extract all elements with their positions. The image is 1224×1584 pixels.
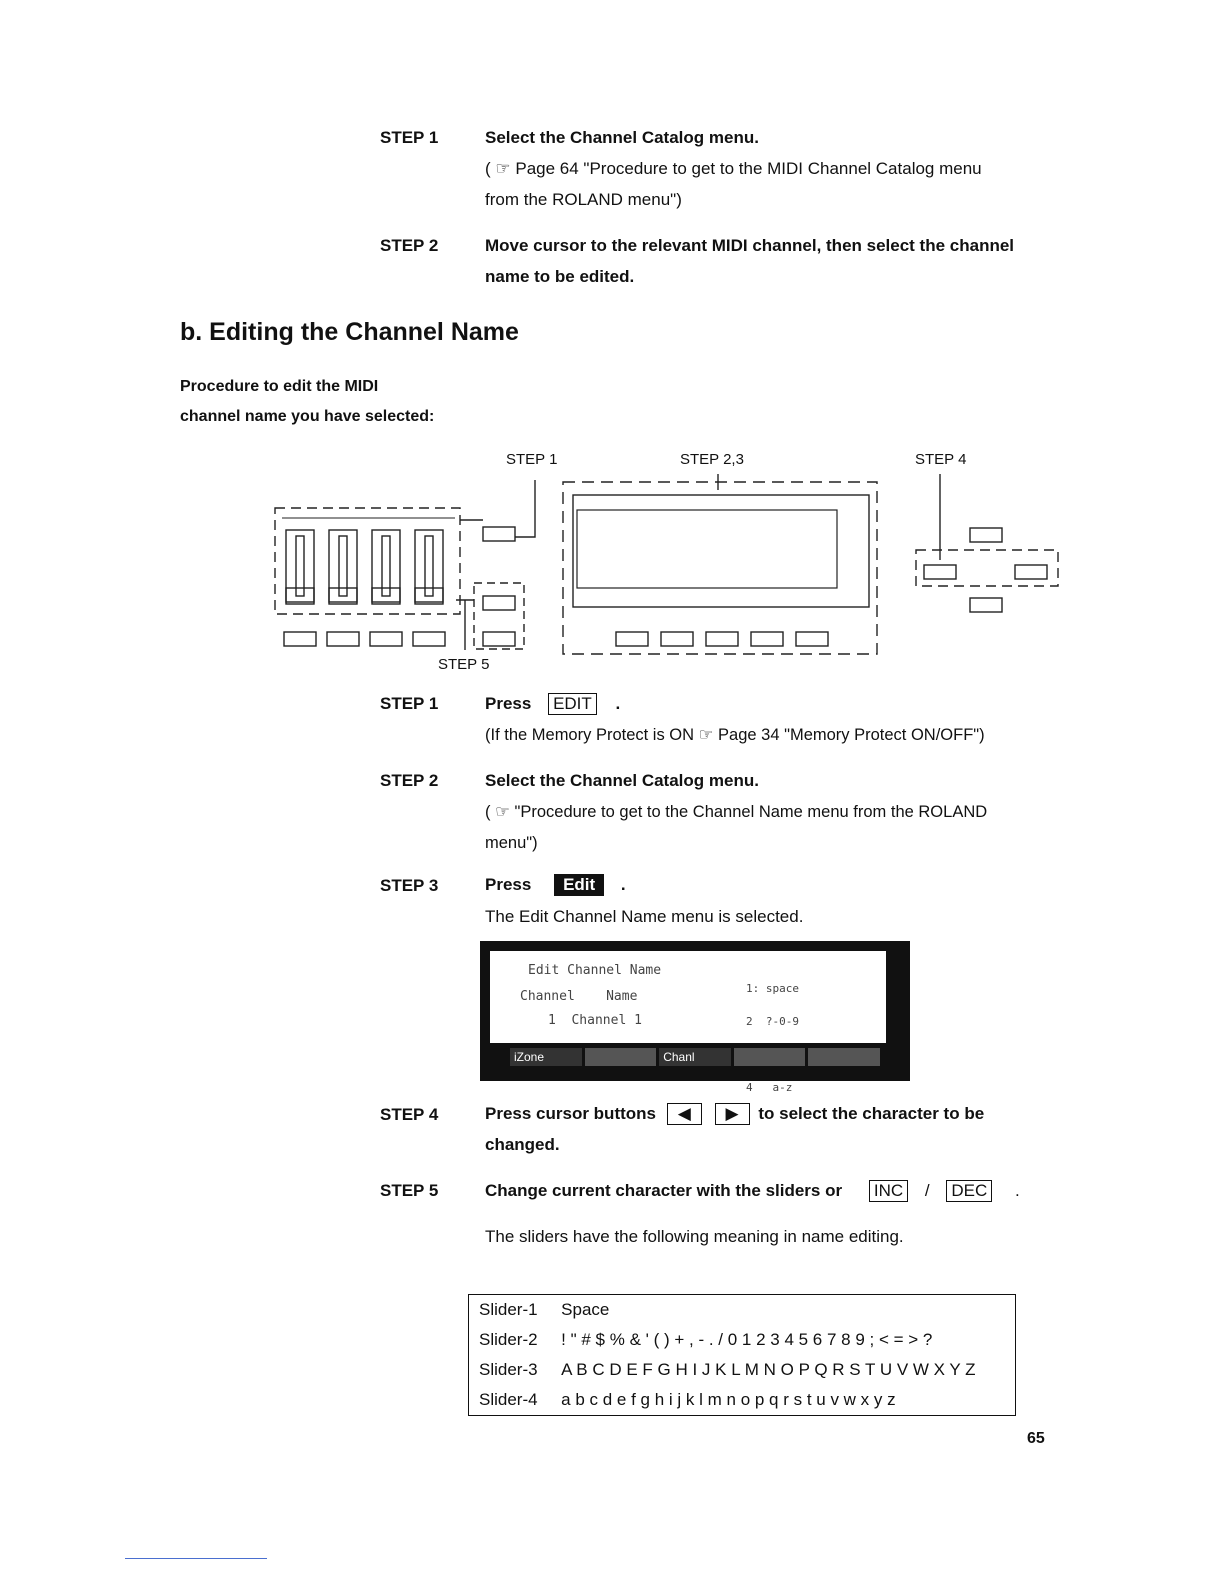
slider-chars: ! " # $ % & ' ( ) + , - . / 0 1 2 3 4 5 6 7 8 9 ; < = > ? xyxy=(561,1330,933,1349)
function-button-5 xyxy=(796,632,828,646)
cursor-right-icon: ▶ xyxy=(715,1103,750,1125)
diagram-step1-label: STEP 1 xyxy=(506,451,558,468)
step4-text2: to select the character to be xyxy=(758,1104,985,1123)
diagram-step5-label: STEP 5 xyxy=(438,656,490,673)
step1-note-text: (If the Memory Protect is ON xyxy=(485,726,695,744)
footer-rule xyxy=(125,1558,267,1559)
step1-title: Press EDIT . xyxy=(485,694,621,713)
table-row xyxy=(469,1325,1016,1355)
top-step1-title: Select the Channel Catalog menu. xyxy=(485,128,759,147)
step4-text1: Press cursor buttons xyxy=(485,1104,656,1123)
pointing-hand-icon: ☞ xyxy=(698,726,714,744)
step3-title: Press Edit . xyxy=(485,875,626,894)
display-frame xyxy=(563,482,877,654)
step5-label: STEP 5 xyxy=(380,1181,439,1200)
edit-function-key: Edit xyxy=(554,874,604,896)
step2-ref-line1: "Procedure to get to the Channel Name menu from the ROLAND xyxy=(514,803,988,821)
table-row xyxy=(469,1385,1016,1416)
function-button-1 xyxy=(616,632,648,646)
front-panel-diagram xyxy=(0,0,1224,700)
dec-key: DEC xyxy=(946,1180,992,1202)
lcd-tab-zone: iZone xyxy=(510,1048,582,1066)
step3-note: The Edit Channel Name menu is selected. xyxy=(485,907,804,926)
step2-ref: ( ☞ "Procedure to get to the Channel Name menu from the ROLAND menu") xyxy=(485,803,988,852)
edit-button-diagram xyxy=(483,527,515,541)
slider-4 xyxy=(415,530,443,604)
cursor-right-button xyxy=(1015,565,1047,579)
section-heading: b. Editing the Channel Name xyxy=(180,318,519,346)
pointing-hand-icon: ☞ xyxy=(495,159,511,178)
step5-text: Change current character with the sliders or xyxy=(485,1181,843,1200)
inc-dec-separator: / xyxy=(924,1181,930,1200)
lower-button-4 xyxy=(413,632,445,646)
ref-text-2: from the ROLAND menu") xyxy=(485,190,682,209)
lcd-line1: Edit Channel Name xyxy=(528,963,662,978)
step1-press: Press xyxy=(485,694,532,713)
ref-prefix: ( xyxy=(485,159,496,178)
step2-label: STEP 2 xyxy=(380,771,439,790)
cursor-left-icon: ◀ xyxy=(667,1103,702,1125)
lower-button-3 xyxy=(370,632,402,646)
ref-text: Page 64 "Procedure to get to the MIDI Channel Catalog menu xyxy=(510,159,982,178)
step2-title: Select the Channel Catalog menu. xyxy=(485,771,759,790)
step5-title: Change current character with the sliders or INC / DEC . xyxy=(485,1181,1020,1200)
step5-note: The sliders have the following meaning in name editing. xyxy=(485,1227,904,1246)
slider-name: Slider-4 xyxy=(479,1390,538,1409)
cursor-down-button xyxy=(970,598,1002,612)
inc-key: INC xyxy=(869,1180,908,1202)
page-number: 65 xyxy=(1027,1430,1045,1447)
step3-press: Press xyxy=(485,875,532,894)
top-step2-title: Move cursor to the relevant MIDI channel, then select the channel xyxy=(485,236,1015,255)
lcd-tab-2 xyxy=(585,1048,657,1066)
lower-button-2 xyxy=(327,632,359,646)
diagram-step23-label: STEP 2,3 xyxy=(680,451,744,468)
function-button-4 xyxy=(751,632,783,646)
cursor-up-button xyxy=(970,528,1002,542)
lcd-legend-2: 2 ?-0-9 xyxy=(746,1015,799,1028)
top-step1-label: STEP 1 xyxy=(380,128,439,147)
function-button-2 xyxy=(661,632,693,646)
lcd-line2: Channel Name xyxy=(520,989,638,1004)
lcd-screen-diagram xyxy=(573,495,869,607)
step4-label: STEP 4 xyxy=(380,1105,439,1124)
slider-name: Slider-2 xyxy=(479,1330,538,1349)
slider-3 xyxy=(372,530,400,604)
step1-label: STEP 1 xyxy=(380,694,439,713)
lcd-tab-chanl: Chanl xyxy=(659,1048,731,1066)
procedure-intro: Procedure to edit the MIDI channel name you have selected: xyxy=(180,378,435,425)
slider-chars: A B C D E F G H I J K L M N O P Q R S T U V W X Y Z xyxy=(561,1360,976,1379)
lcd-legend xyxy=(746,961,799,1115)
cursor-left-button xyxy=(924,565,956,579)
slider-chars: a b c d e f g h i j k l m n o p q r s t u v w x y z xyxy=(561,1390,896,1409)
table-row xyxy=(469,1295,1016,1326)
slider-2 xyxy=(329,530,357,604)
slider-meaning-table xyxy=(468,1294,1016,1416)
dec-button-diagram xyxy=(483,632,515,646)
step4-title xyxy=(485,1103,1045,1125)
step1-note-ref: Page 34 "Memory Protect ON/OFF") xyxy=(718,726,985,744)
top-step2-title-2: name to be edited. xyxy=(485,267,635,286)
lcd-legend-4: 4 a-z xyxy=(746,1081,793,1094)
lcd-legend-1: 1: space xyxy=(746,982,799,995)
lcd-tab-4 xyxy=(734,1048,806,1066)
table-row xyxy=(469,1355,1016,1385)
slider-chars: Space xyxy=(561,1300,610,1319)
slider-name: Slider-1 xyxy=(479,1300,538,1319)
diagram-step4-label: STEP 4 xyxy=(915,451,967,468)
step1-note xyxy=(485,720,985,751)
step3-label: STEP 3 xyxy=(380,876,439,895)
slider-group-frame xyxy=(275,508,460,614)
edit-key: EDIT xyxy=(548,693,597,715)
step2-ref-line2: menu") xyxy=(485,834,538,852)
inc-button-diagram xyxy=(483,596,515,610)
slider-1 xyxy=(286,530,314,604)
step4-text3: changed. xyxy=(485,1135,560,1154)
function-button-3 xyxy=(706,632,738,646)
pointing-hand-icon: ☞ xyxy=(495,803,510,821)
slider-name: Slider-3 xyxy=(479,1360,538,1379)
lcd-line3: 1 Channel 1 xyxy=(548,1013,642,1028)
lcd-tab-5 xyxy=(808,1048,880,1066)
lcd-tab-bar xyxy=(510,1048,880,1066)
lower-button-1 xyxy=(284,632,316,646)
top-step2-label: STEP 2 xyxy=(380,236,439,255)
lcd-screen xyxy=(480,941,910,1094)
